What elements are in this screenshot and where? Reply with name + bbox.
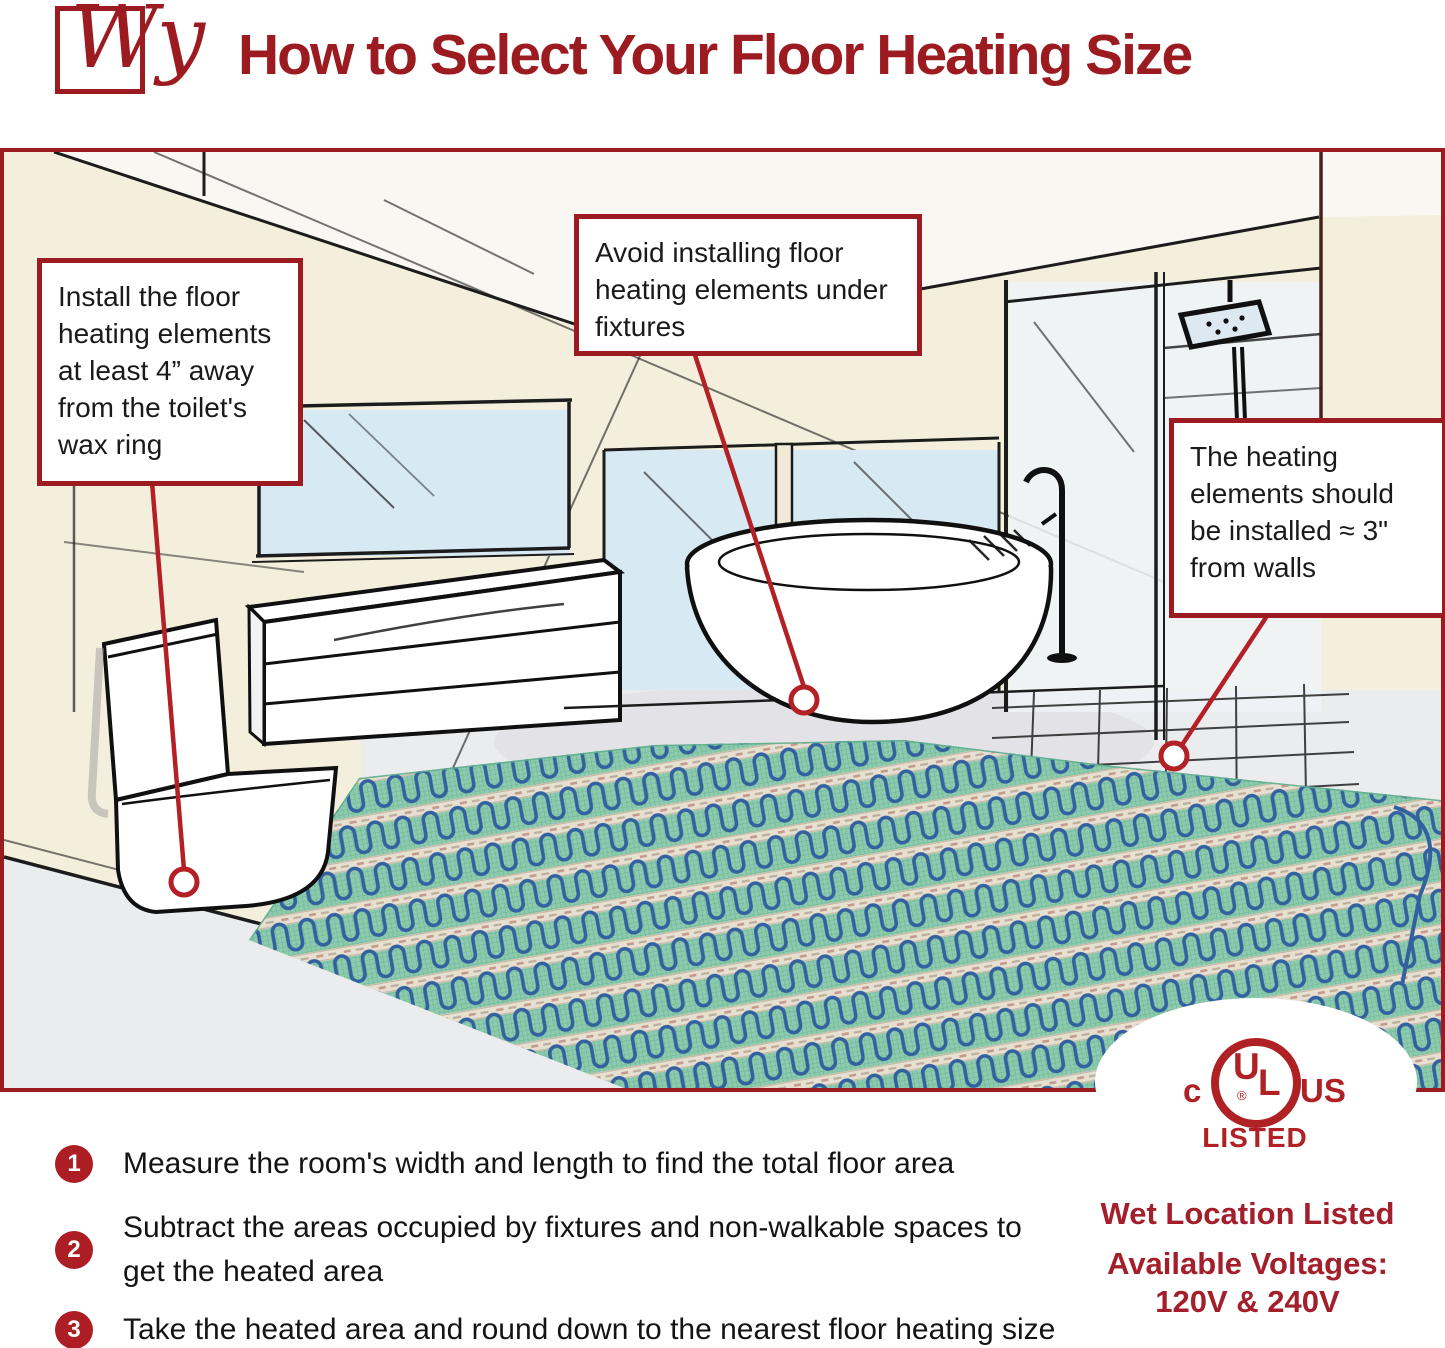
ul-us-mark: US: [1300, 1072, 1346, 1109]
wet-location-label: Wet Location Listed: [1100, 1196, 1395, 1231]
voltages-label: Available Voltages:: [1107, 1246, 1388, 1281]
step-3-text: Take the heated area and round down to the nearest floor heating size: [123, 1313, 1056, 1346]
callout-avoid-fixtures: Avoid installing floor heating elements under fixtures: [574, 214, 922, 356]
step-row-1: [55, 1142, 1065, 1186]
page-title: How to Select Your Floor Heating Size: [238, 23, 1192, 87]
voltages-value: 120V & 240V: [1155, 1284, 1340, 1319]
ul-registered-mark: ®: [1237, 1088, 1247, 1103]
step-row-2: [55, 1206, 1065, 1293]
step-3-badge: 3: [55, 1311, 93, 1348]
step-row-3: [55, 1308, 1065, 1348]
callout-wall-clearance: The heating elements should be installed ≈ 3" from walls: [1169, 418, 1445, 618]
brand-logo-text: Wy: [70, 0, 206, 88]
ul-canada-mark: c: [1183, 1072, 1202, 1109]
callout-toilet-clearance: Install the floor heating elements at least 4” away from the toilet's wax ring: [37, 258, 303, 486]
ul-letter-l: L: [1258, 1062, 1281, 1103]
bathroom-illustration: [0, 148, 1445, 1092]
ul-listed-label: LISTED: [1202, 1122, 1308, 1153]
brand-logo: [55, 0, 206, 94]
step-1-badge: 1: [55, 1145, 93, 1183]
step-2-badge: 2: [55, 1231, 93, 1269]
step-2-text: Subtract the areas occupied by fixtures and non-walkable spaces to get the heated area: [123, 1211, 1022, 1288]
ul-letter-u: U: [1233, 1046, 1260, 1087]
step-1-text: Measure the room's width and length to find the total floor area: [123, 1147, 955, 1180]
